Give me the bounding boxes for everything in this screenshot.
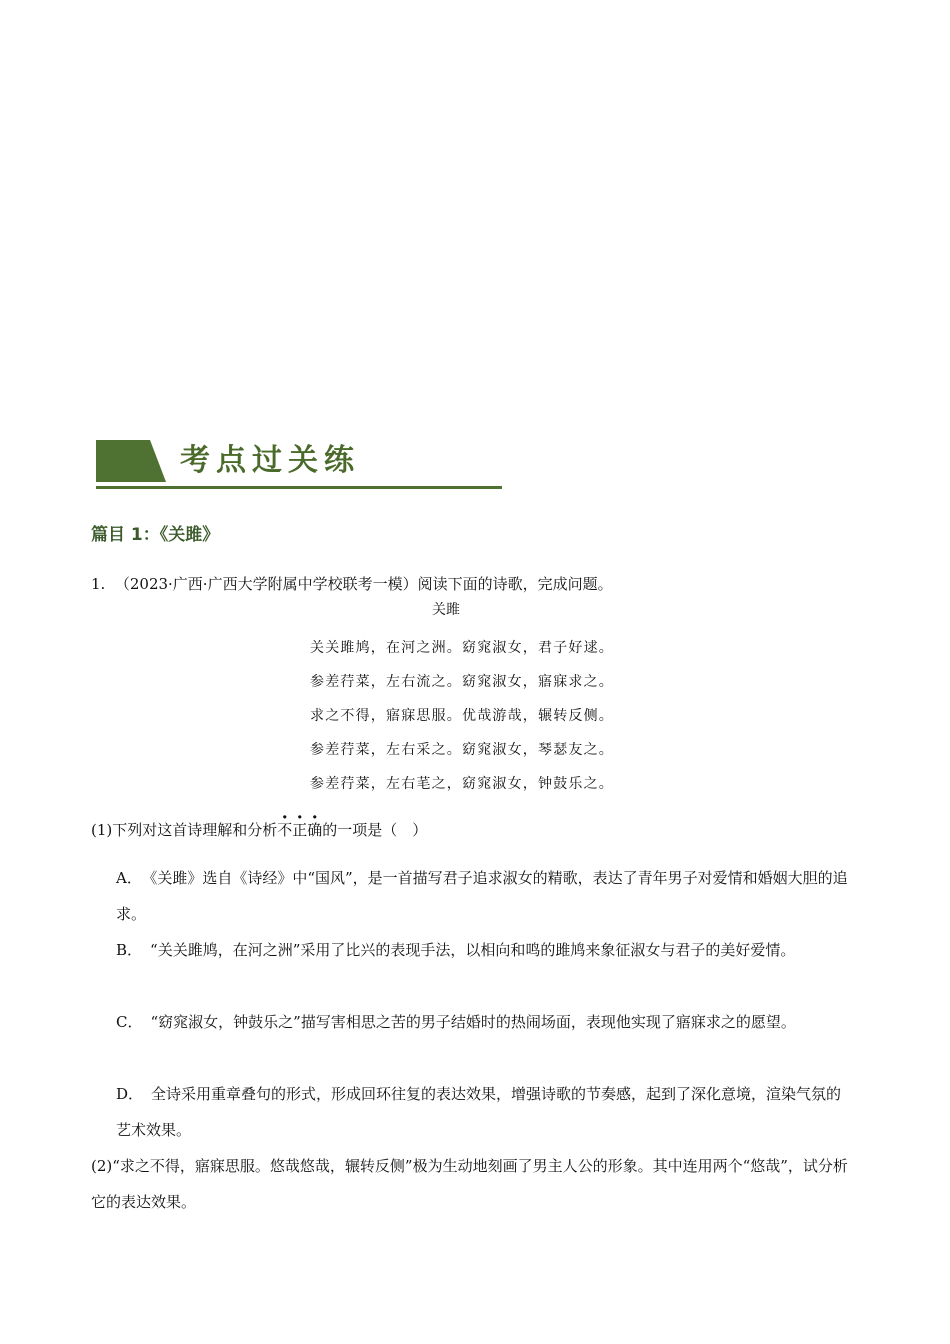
- option-label: A．: [116, 869, 142, 887]
- option-text: “关关雎鸠，在河之洲”采用了比兴的表现手法，以相向和鸣的雎鸠来象征淑女与君子的美好爱情。: [150, 941, 796, 959]
- section-banner: [96, 440, 504, 492]
- sub-question-2: (2)“求之不得，寤寐思服。悠哉悠哉，辗转反侧”极为生动地刻画了男主人公的形象。其中连用两个“悠哉”，试分析它的表达效果。: [91, 1157, 848, 1211]
- poem-line: 参差荇菜，左右流之。窈窕淑女，寤寐求之。: [310, 674, 614, 690]
- poem-line: 求之不得，寤寐思服。优哉游哉，辗转反侧。: [310, 708, 614, 724]
- option-b[interactable]: [116, 932, 856, 968]
- sub-question-1-suffix: 的一项是（ ）: [322, 821, 428, 839]
- option-text: “窈窕淑女，钟鼓乐之”描写害相思之苦的男子结婚时的热闹场面，表现他实现了寤寐求之的愿望。: [150, 1013, 796, 1031]
- banner-underline: [96, 486, 502, 489]
- poem-title: 关雎: [432, 602, 460, 618]
- emphasis-char: 正: [292, 821, 308, 839]
- poem-line: 参差荇菜，左右采之。窈窕淑女，琴瑟友之。: [310, 742, 614, 758]
- poem-line: 参差荇菜，左右芼之，窈窕淑女，钟鼓乐之。: [310, 776, 614, 792]
- section-heading: 篇目 1：《关雎》: [91, 525, 220, 545]
- option-label: D．: [116, 1085, 144, 1103]
- option-text: 全诗采用重章叠句的形式，形成回环往复的表达效果，增强诗歌的节奏感，起到了深化意境，渲染气氛的艺术效果。: [116, 1085, 842, 1139]
- question-1-header: [91, 573, 613, 594]
- banner-block-icon: [96, 440, 166, 482]
- option-text: 《关雎》选自《诗经》中“国风”，是一首描写君子追求淑女的精歌，表达了青年男子对爱情和婚姻大胆的追求。: [116, 869, 848, 923]
- emphasis-char: 确: [307, 821, 323, 839]
- emphasis-char: 不: [277, 821, 293, 839]
- sub-question-1-prefix: (1)下列对这首诗理解和分析: [91, 821, 278, 839]
- poem-line: 关关雎鸠，在河之洲。窈窕淑女，君子好逑。: [310, 640, 614, 656]
- option-label: C．: [116, 1013, 143, 1031]
- banner-title: 考点过关练: [180, 443, 360, 478]
- sub-question-1: [91, 819, 427, 840]
- option-label: B．: [116, 941, 143, 959]
- question-number: 1.: [91, 575, 106, 593]
- option-d[interactable]: [116, 1076, 856, 1148]
- question-source: （2023·广西·广西大学附属中学校联考一模）阅读下面的诗歌，完成问题。: [114, 575, 613, 593]
- option-c[interactable]: [116, 1004, 856, 1040]
- option-a[interactable]: [116, 860, 856, 932]
